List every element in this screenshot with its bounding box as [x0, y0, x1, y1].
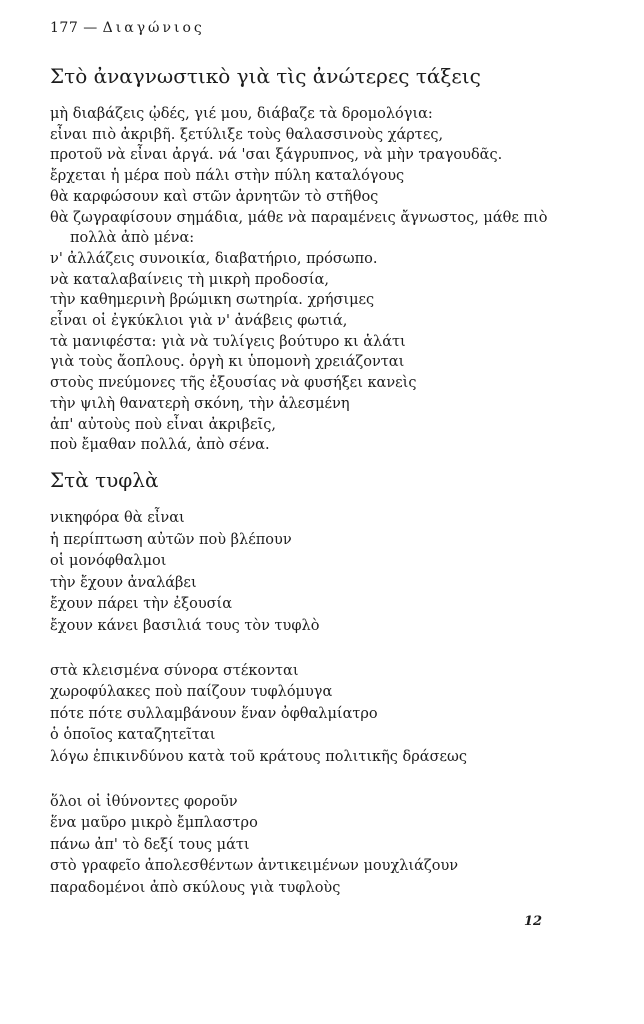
- page-number: 177: [50, 20, 79, 36]
- verse-line: ὅλοι οἱ ἰθύνοντες φοροῦν: [50, 793, 238, 810]
- verse-line: ἔρχεται ἡ μέρα ποὺ πάλι στὴν πύλη καταλόγους: [50, 168, 405, 185]
- verse-line-continuation: πολλὰ ἀπὸ μένα:: [70, 230, 195, 247]
- verse-line: θὰ καρφώσουν καὶ στῶν ἀρνητῶν τὸ στῆθος: [50, 188, 379, 205]
- verse-line: λόγω ἐπικινδύνου κατὰ τοῦ κράτους πολιτικῆς δράσεως: [50, 748, 467, 765]
- folio-mark: 12: [524, 914, 543, 929]
- running-head: [50, 20, 205, 36]
- verse-line: ἡ περίπτωση αὐτῶν ποὺ βλέπουν: [50, 531, 292, 548]
- verse-line: εἶναι οἱ ἐγκύκλιοι γιὰ ν' ἀνάβεις φωτιά,: [50, 313, 348, 330]
- journal-title: Διαγώνιος: [102, 20, 205, 36]
- verse-line: στὸ γραφεῖο ἀπολεσθέντων ἀντικειμένων μουχλιάζουν: [50, 858, 459, 875]
- verse-line: χωροφύλακες ποὺ παίζουν τυφλόμυγα: [50, 684, 333, 701]
- verse-line: νὰ καταλαβαίνεις τὴ μικρὴ προδοσία,: [50, 271, 330, 288]
- verse-line: τὴν ψιλὴ θανατερὴ σκόνη, τὴν ἀλεσμένη: [50, 395, 350, 412]
- verse-line: ἀπ' αὐτοὺς ποὺ εἶναι ἀκριβεῖς,: [50, 416, 276, 433]
- verse-line: πάνω ἀπ' τὸ δεξί τους μάτι: [50, 836, 250, 853]
- verse-line: μὴ διαβάζεις ᾠδές, γιέ μου, διάβαζε τὰ δρομολόγια:: [50, 106, 433, 122]
- verse-line: γιὰ τοὺς ἄοπλους. ὀργὴ κι ὑπομονὴ χρειάζονται: [50, 354, 405, 371]
- header-separator: —: [83, 20, 98, 36]
- poem-title: Στὰ τυφλὰ: [50, 468, 159, 492]
- verse-line: τὴν ἔχουν ἀναλάβει: [50, 574, 197, 591]
- verse-line: στοὺς πνεύμονες τῆς ἐξουσίας νὰ φυσήξει κανεὶς: [50, 375, 417, 392]
- poem-blindly: [50, 466, 630, 900]
- verse-line: ἔχουν πάρει τὴν ἐξουσία: [50, 596, 233, 613]
- verse-line: εἶναι πιὸ ἀκριβῆ. ξετύλιξε τοὺς θαλασσινοὺς χάρτες,: [50, 126, 444, 143]
- verse-line: στὰ κλεισμένα σύνορα στέκονται: [50, 662, 299, 679]
- verse-line: ν' ἀλλάζεις συνοικία, διαβατήριο, πρόσωπο.: [50, 250, 378, 267]
- poem-title: Στὸ ἀναγνωστικὸ γιὰ τὶς ἀνώτερες τάξεις: [50, 64, 481, 88]
- verse-line: ποὺ ἔμαθαν πολλά, ἀπὸ σένα.: [50, 437, 270, 454]
- verse-line: προτοῦ νὰ εἶναι ἀργά. νά 'σαι ξάγρυπνος, νὰ μὴν τραγουδᾶς.: [50, 147, 503, 164]
- verse-line: τὴν καθημερινὴ βρώμικη σωτηρία. χρήσιμες: [50, 292, 375, 309]
- verse-line: οἱ μονόφθαλμοι: [50, 553, 167, 570]
- verse-line: θὰ ζωγραφίσουν σημάδια, μάθε νὰ παραμένεις ἄγνωστος, μάθε πιὸ: [50, 209, 548, 226]
- verse-line: ἕνα μαῦρο μικρὸ ἔμπλαστρο: [50, 815, 258, 832]
- poem-upper-classes-reader: [50, 62, 630, 456]
- verse-line: ἔχουν κάνει βασιλιά τους τὸν τυφλὸ: [50, 617, 320, 634]
- verse-line: τὰ μανιφέστα: γιὰ νὰ τυλίγεις βούτυρο κι ἁλάτι: [50, 333, 406, 350]
- poem-verses: [50, 508, 630, 900]
- poem-verses: [50, 104, 630, 456]
- verse-line: ὁ ὁποῖος καταζητεῖται: [50, 727, 216, 744]
- verse-line: πότε πότε συλλαμβάνουν ἕναν ὀφθαλμίατρο: [50, 705, 378, 722]
- verse-line: νικηφόρα θὰ εἶναι: [50, 510, 185, 526]
- verse-line: παραδομένοι ἀπὸ σκύλους γιὰ τυφλοὺς: [50, 879, 341, 896]
